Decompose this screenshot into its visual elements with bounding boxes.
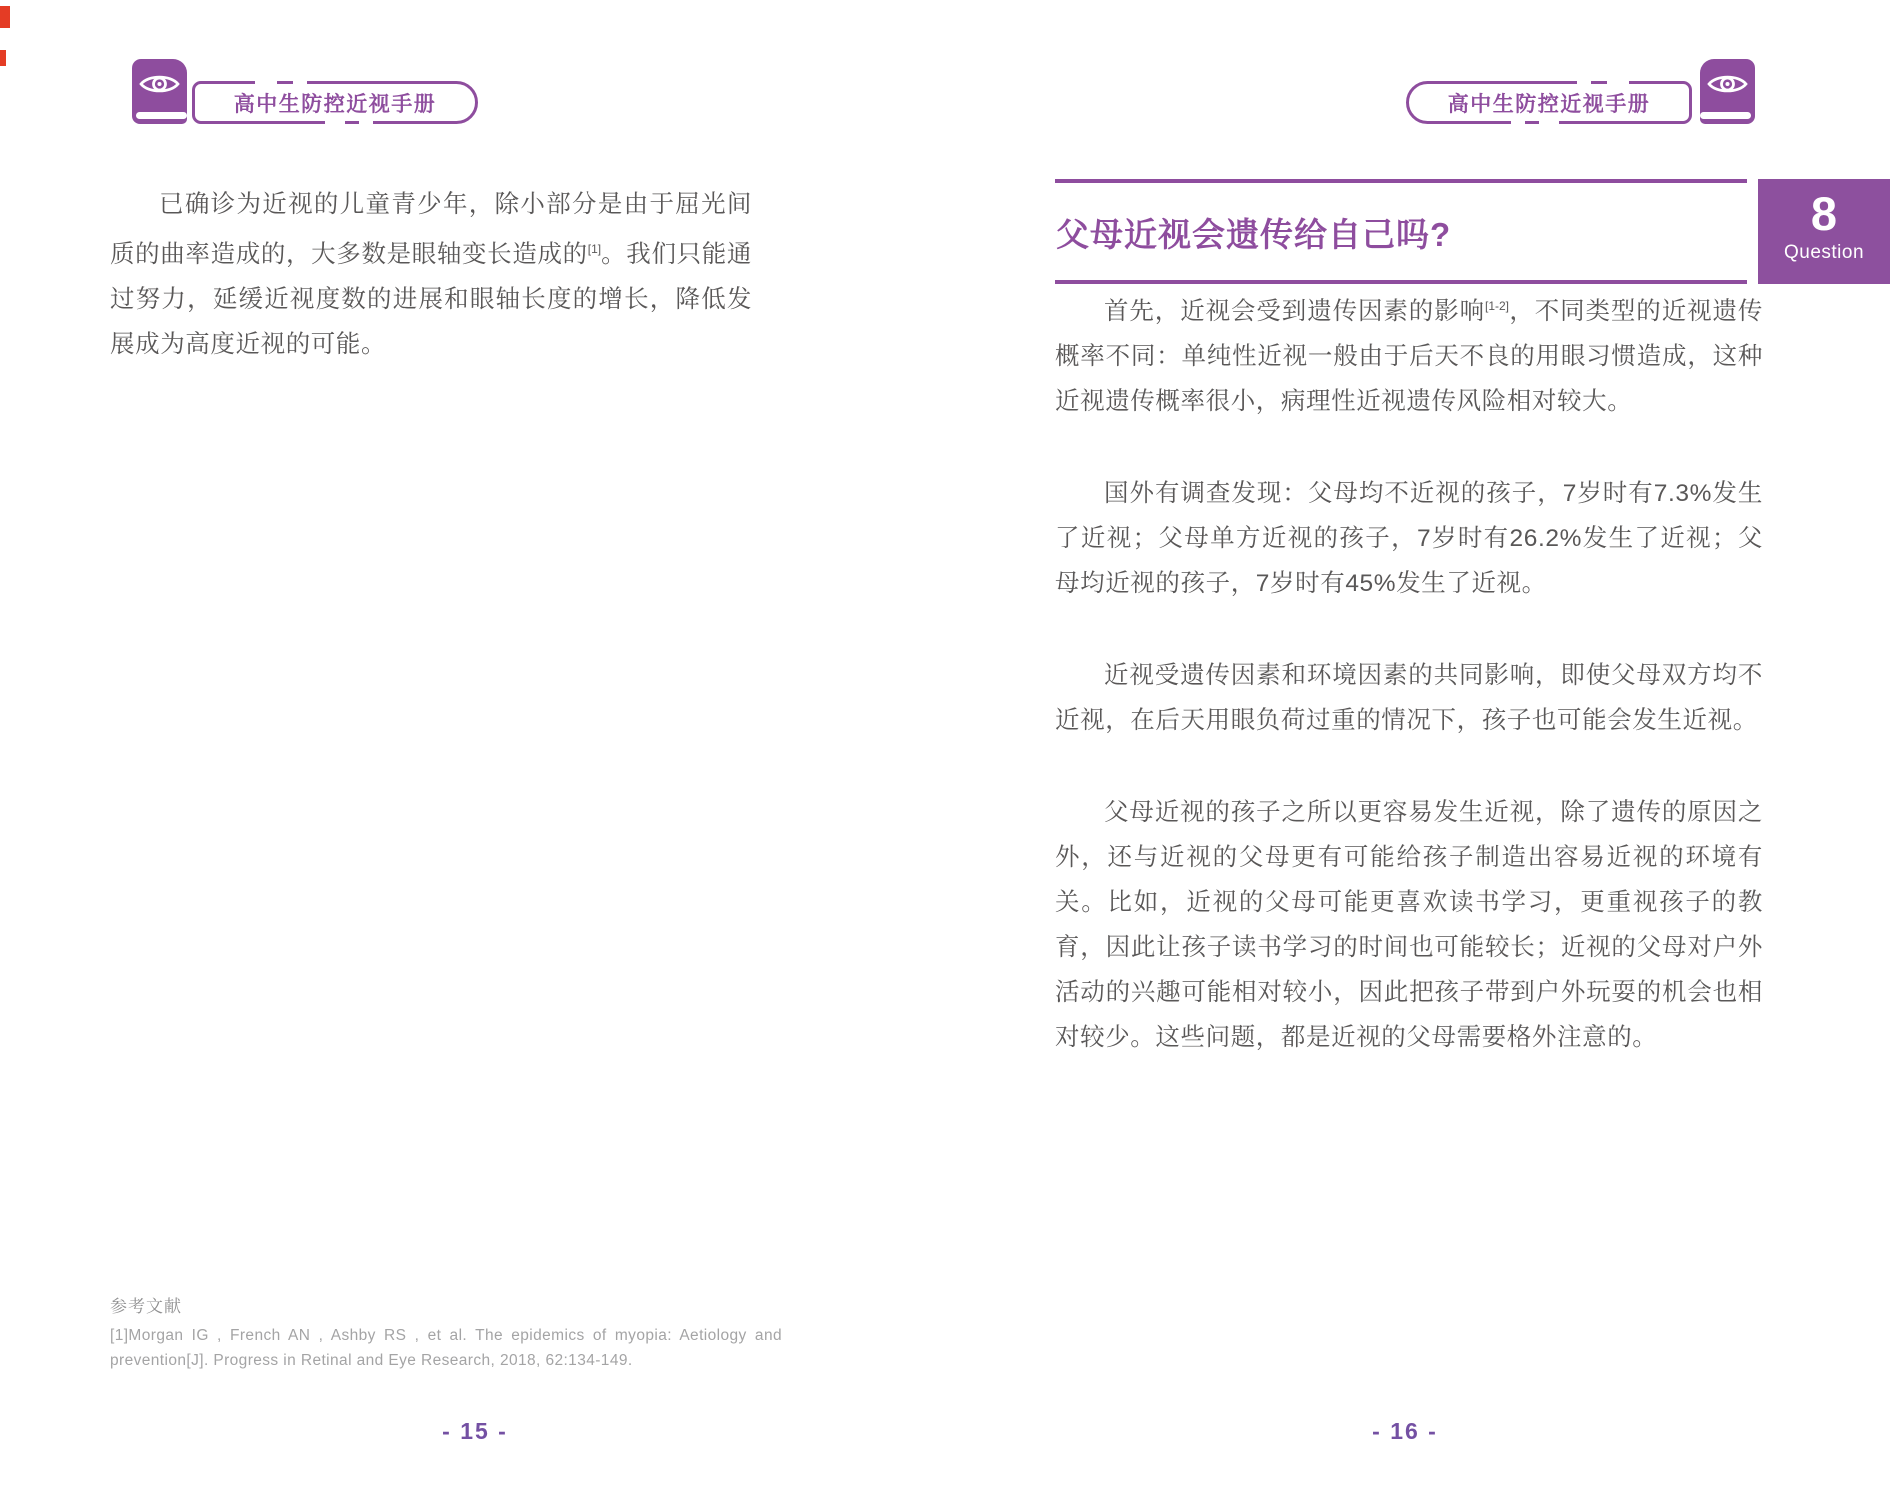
book-logo-icon — [1700, 59, 1755, 124]
question-section-header — [1055, 179, 1890, 284]
eye-icon — [139, 72, 180, 96]
manual-title: 高中生防控近视手册 — [233, 92, 437, 116]
book-pages-stripe — [136, 112, 187, 119]
paragraph: 近视受遗传因素和环境因素的共同影响，即使父母双方均不近视，在后天用眼负荷过重的情况下，孩子也可能会发生近视。 — [1055, 662, 1763, 735]
paragraph: 国外有调查发现：父母均不近视的孩子，7岁时有7.3%发生了近视；父母单方近视的孩子，7岁时有26.2%发生了近视；父母均近视的孩子，7岁时有45%发生了近视。 — [1055, 480, 1763, 598]
page-number-left: - 15 - — [442, 1418, 508, 1444]
right-page-paragraphs — [1055, 284, 1763, 1060]
question-number: 8 — [1810, 187, 1838, 240]
edge-mark — [0, 6, 10, 28]
book-pages-stripe — [1700, 112, 1751, 119]
left-page-paragraph — [110, 182, 752, 367]
manual-title: 高中生防控近视手册 — [1447, 92, 1651, 116]
edge-mark — [0, 50, 6, 66]
paragraph: 已确诊为近视的儿童青少年，除小部分是由于屈光间质的曲率造成的，大多数是眼轴变长造成的[1]。我们只能通过努力，延缓近视度数的进展和眼轴长度的增长，降低发展成为高度近视的可能。 — [110, 191, 752, 359]
paragraph: 父母近视的孩子之所以更容易发生近视，除了遗传的原因之外，还与近视的父母更有可能给孩子制造出容易近视的环境有关。比如，近视的父母可能更喜欢读书学习，更重视孩子的教育，因此让孩子读书学习的时间也可能较长；近视的父母对户外活动的兴趣可能相对较小，因此把孩子带到户外玩耍的机会也相对较少。这些问题，都是近视的父母需要格外注意的。 — [1055, 799, 1763, 1052]
reference-item: [1]Morgan IG , French AN , Ashby RS , et al. The epidemics of myopia: Aetiology and prevention[J]. Progress in Retinal and Eye Research, 2018, 62:134-149. — [110, 1327, 782, 1369]
section-title: 父母近视会遗传给自己吗? — [1056, 216, 1452, 253]
citation-superscript: [1] — [587, 242, 602, 256]
header-rule-top — [1055, 179, 1747, 183]
question-label: Question — [1783, 242, 1865, 263]
question-number-badge — [1758, 179, 1890, 284]
manual-title-badge — [1406, 81, 1692, 124]
eye-icon — [1707, 72, 1748, 96]
book-logo-icon — [132, 59, 187, 124]
references-heading: 参考文献 — [110, 1297, 182, 1316]
manual-title-badge — [192, 81, 478, 124]
citation-superscript: [1-2] — [1485, 299, 1510, 313]
page-number-right: - 16 - — [1372, 1418, 1438, 1444]
paragraph: 首先，近视会受到遗传因素的影响[1-2]，不同类型的近视遗传概率不同：单纯性近视一般由于后天不良的用眼习惯造成，这种近视遗传概率很小，病理性近视遗传风险相对较大。 — [1055, 298, 1764, 416]
references-block — [110, 1292, 782, 1373]
